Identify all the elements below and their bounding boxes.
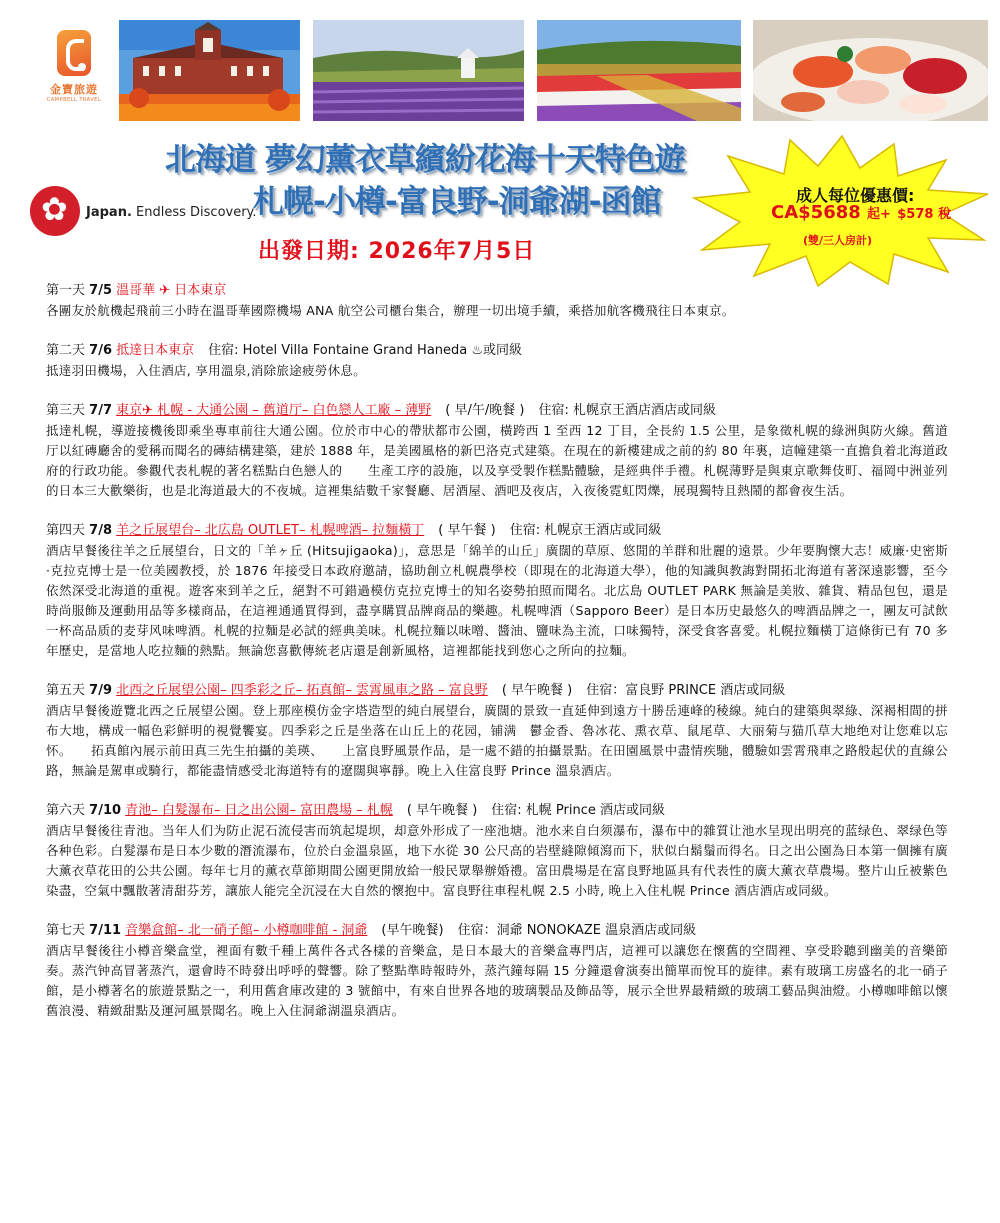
day-label: 第七天 (46, 923, 86, 938)
day-accommodation: 住宿: 札幌京王酒店酒店或同級 (538, 403, 716, 418)
departure-label: 出發日期: (258, 239, 360, 264)
day-date: 7/8 (89, 523, 112, 538)
day-description: 抵達羽田機場，入住酒店, 享用溫泉,消除旅途疲勞休息。 (46, 363, 367, 378)
logo-chinese-name: 金寶旅遊 (50, 83, 98, 96)
day-heading (46, 681, 948, 701)
japan-slogan: Japan. Endless Discovery. (86, 205, 257, 220)
day-meals: (早午晚餐) (381, 923, 444, 938)
day-date: 7/9 (89, 683, 112, 698)
price-note: (雙/三人房計) (803, 234, 873, 247)
day-heading (46, 281, 948, 301)
itinerary-day (46, 801, 948, 901)
day-accommodation: 住宿: 札幌 Prince 酒店或同級 (491, 803, 666, 818)
day-meals: ( 早午晚餐 ) (501, 683, 573, 698)
logo-english-name: CAMPBELL TRAVEL (46, 97, 102, 103)
tour-title-main: 北海道 夢幻薰衣草繽紛花海十天特色遊 (165, 142, 685, 178)
photo-red-brick-building (119, 20, 300, 121)
day-accommodation: 住宿：富良野 PRINCE 酒店或同級 (586, 683, 786, 698)
day-label: 第六天 (46, 803, 86, 818)
day-description: 酒店早餐後往小樽音樂盒堂，裡面有數千種上萬件各式各樣的音樂盒，是日本最大的音樂盒專門店，這裡可以讓您在懷舊的空間裡、享受聆聽到幽美的音樂節奏。蒸汽钟高冒著蒸汽，還會時不時發出呼呼的聲響。除了整點準時報時外，蒸汽鐘每隔 15 分鐘還會演奏出簡單而悅耳的旋律。素有玻璃工房盛名的北一硝子館，是小樽著名的旅遊景點之一，利用舊倉庫改建的 3 號館中，有來自世界各地的玻璃製品及飾品等，展示全世界最精緻的玻璃工藝品與油燈。小樽咖啡館以懷舊浪漫、精緻甜點及運河風景聞名。晚上入住洞爺湖溫泉酒店。 (46, 943, 948, 1018)
day-heading (46, 521, 948, 541)
day-description: 酒店早餐後往青池。当年人们为防止泥石流侵害而筑起堤坝，却意外形成了一座池塘。池水来自白须瀑布，瀑布中的雜質让池水呈现出明亮的蓝绿色、翠绿色等各种色彩。白髮瀑布是日本少數的潛流瀑布，位於白金溫泉區，地下水從 30 公尺高的岩壁縫隙傾瀉而下，狀似白鬍鬚而得名。日之出公園為日本第一個擁有廣大薰衣草花田的公共公園。每年七月的薰衣草節期間公園更開放給一般民眾舉辦婚禮。富田農場是在富良野地區具有代表性的廣大薰衣草農場。整片山丘被紫色染盡，空氣中飄散著清甜芬芳，讓旅人能完全沉浸在大自然的懷抱中。富良野往車程札幌 2.5 小時, 晚上入住札幌 Prince 酒店酒店或同級。 (46, 823, 948, 898)
day-accommodation: 住宿: Hotel Villa Fontaine Grand Haneda ♨或同級 (208, 343, 523, 358)
day-route: 東京✈ 札幌 - 大通公園 – 舊道厅– 白色戀人工廠 – 薄野 (116, 403, 432, 418)
itinerary (46, 281, 948, 1041)
itinerary-day (46, 401, 948, 501)
company-logo (42, 30, 106, 116)
day-route: 音樂盒館– 北一硝子館– 小樽咖啡館 - 洞爺 (125, 923, 368, 938)
itinerary-day (46, 681, 948, 781)
day-heading (46, 801, 948, 821)
day-label: 第五天 (46, 683, 86, 698)
day-route: 羊之丘展望台– 北広島 OUTLET– 札幌啤酒– 拉麵橫丁 (116, 523, 425, 538)
day-label: 第一天 (46, 283, 86, 298)
day-date: 7/6 (89, 343, 112, 358)
day-label: 第二天 (46, 343, 86, 358)
price-amount: CA$5688 起+ $578 稅 (771, 202, 951, 223)
itinerary-day (46, 341, 948, 381)
day-meals: ( 早午晚餐 ) (406, 803, 478, 818)
day-date: 7/10 (89, 803, 122, 818)
photo-flower-hills (537, 20, 741, 121)
day-route: 青池– 白髮瀑布– 日之出公園– 富田農場 – 札幌 (125, 803, 393, 818)
japan-tourism-logo (22, 180, 257, 240)
day-description: 抵達札幌，導遊接機後即乘坐專車前往大通公園。位於市中心的帶狀都市公園，橫跨西 1 至西 12 丁目，全長約 1.5 公里，是象徵札幌的綠洲與防火線。舊道厅以紅磚廳舍的愛稱而聞名的磚結構建築，建於 1888 年，是美國風格的新巴洛克式建築。在現在的新樓建成之前的約 80 年裏，這幢建築一直擔負着北海道政府的行政功能。參觀代表札幌的著名糕點白色戀人的 生產工序的設施，以及享受製作糕點體驗，是經典伴手禮。札幌薄野是與東京歌舞伎町、福岡中洲並列的日本三大歡樂街，也是北海道最大的不夜城。這裡集結數千家餐廳、居酒屋、酒吧及夜店，入夜後霓虹閃爍，展現獨特且熱鬧的都會夜生活。 (46, 423, 948, 498)
photo-lavender-field-gazebo (313, 20, 524, 121)
day-heading (46, 921, 948, 941)
price-label: 成人每位優惠價: (796, 186, 915, 205)
itinerary-day (46, 281, 948, 321)
campbell-logo-icon (57, 30, 91, 76)
itinerary-day (46, 921, 948, 1021)
day-heading (46, 341, 948, 361)
day-heading (46, 401, 948, 421)
day-label: 第三天 (46, 403, 86, 418)
day-date: 7/7 (89, 403, 112, 418)
sakura-icon (30, 186, 80, 236)
day-date: 7/11 (89, 923, 122, 938)
day-date: 7/5 (89, 283, 112, 298)
day-route: 北西之丘展望公園– 四季彩之丘– 拓真館– 雲霄風車之路 – 富良野 (116, 683, 488, 698)
departure-date-value: 2026年7月5日 (368, 239, 536, 264)
day-route: 溫哥華 ✈ 日本東京 (116, 283, 227, 298)
day-label: 第四天 (46, 523, 86, 538)
day-meals: ( 早/午/晚餐 ) (445, 403, 525, 418)
day-accommodation: 住宿：洞爺 NONOKAZE 溫泉酒店或同級 (457, 923, 697, 938)
itinerary-day (46, 521, 948, 661)
tour-title-route: 札幌-小樽-富良野-洞爺湖-函館 (253, 184, 661, 220)
day-description: 酒店早餐後往羊之丘展望台，日文的「羊ヶ丘 (Hitsujigaoka)」，意思是「綿羊的山丘」廣闊的草原、悠閒的羊群和壯麗的遠景。少年要胸懷大志！威廉·史密斯·克拉克博士是一位美國教授，於 1876 年接受日本政府邀請，協助創立札幌農學校（即現在的北海道大學），他的知識與教誨對開拓北海道有著深遠影響，至今依然深受北海道的重視。遊客來到羊之丘，絕對不可錯過模仿克拉克博士的知名姿勢拍照而聞名。北広島 OUTLET PARK 無論是美妝、雜貨、精品包包，還是時尚服飾及運動用品等多樣商品，在這裡通通買得到，盡享購買品牌商品的樂趣。札幌啤酒（Sapporo Beer）是日本历史最悠久的啤酒品牌之一，團友可試飲一杯高品质的麦芽风味啤酒。札幌的拉麵是必試的經典美味。札幌拉麵以味噌、醬油、鹽味為主流，口味獨特，深受食客喜愛。札幌拉麵橫丁這條街已有 70 多年歷史，是當地人吃拉麵的熱點。無論您喜歡傳統老店還是創新風格，這裡都能找到您心之所向的拉麵。 (46, 543, 948, 658)
departure-date (258, 234, 535, 265)
day-description: 各團友於航機起飛前三小時在溫哥華國際機場 ANA 航空公司櫃台集合，辦理一切出境手續，乘搭加航客機飛往日本東京。 (46, 303, 735, 318)
day-route: 抵達日本東京 (116, 343, 195, 358)
day-accommodation: 住宿: 札幌京王酒店或同級 (509, 523, 662, 538)
day-meals: ( 早午餐 ) (438, 523, 496, 538)
day-description: 酒店早餐後遊覽北西之丘展望公園。登上那座模仿金字塔造型的純白展望台，廣闊的景致一直延伸到遠方十勝岳連峰的稜線。純白的建築與翠綠、深褐相間的拼布大地，構成一幅色彩鮮明的視覺饗宴。四季彩之丘是坐落在山丘上的花园，铺满 鬱金香、魯冰花、熏衣草、鼠尾草、大丽菊与猫爪草大地绝对让您难以忘怀。 拓真館內展示前田真三先生拍攝的美瑛、 上富良野風景作品，是一處不錯的拍攝景點。在田園風景中盡情疾馳，體驗如雲霄飛車之路般起伏的直線公路，無論是駕車或騎行，都能盡情感受北海道特有的遼闊與寧靜。晚上入住富良野 Prince 溫泉酒店。 (46, 703, 948, 778)
photo-sashimi-platter (753, 20, 988, 121)
